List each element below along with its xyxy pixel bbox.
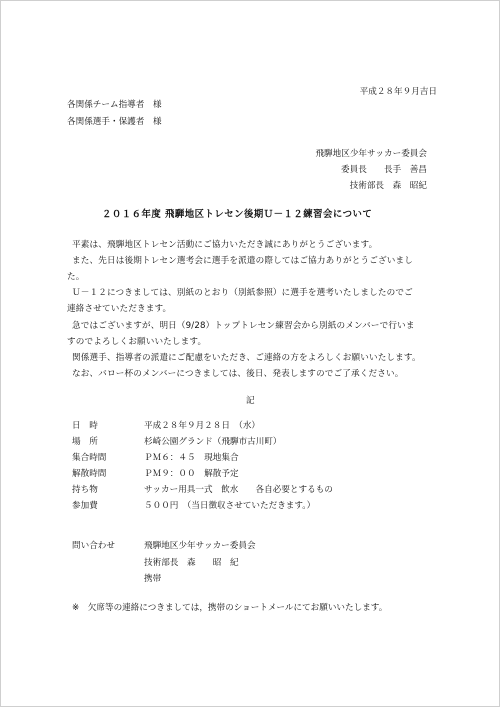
contact-org: 飛騨地区少年サッカー委員会: [144, 541, 256, 551]
sender-chair: 委員長 長手 善昌: [341, 165, 427, 175]
body-line: 連絡させていただきます。: [67, 304, 172, 314]
recipient-line: 各関係選手・保護者 様: [67, 117, 162, 127]
detail-label: 日 時: [72, 421, 98, 431]
detail-value: 平成２８年９月２８日 （水）: [144, 421, 261, 431]
document-title: ２０１６年度 飛騨地区トレセン後期Ｕ－１２練習会について: [102, 209, 373, 220]
body-line: Ｕ－１２につきましては、別紙のとおり（別紙参照）に選手を選考いたしましたのでご: [72, 288, 413, 298]
footnote: ※ 欠席等の連絡につきましては，携帯のショートメールにてお願いいたします。: [72, 603, 388, 613]
detail-label: 解散時間: [72, 469, 107, 479]
detail-label: 参加費: [72, 501, 98, 511]
detail-value: ＰＭ９：００ 解散予定: [144, 469, 239, 479]
contact-person: 技術部長 森 昭 紀: [144, 558, 239, 568]
sender-tech-director: 技術部長 森 昭紀: [349, 181, 427, 191]
detail-label: 場 所: [72, 437, 98, 447]
detail-value: 杉崎公園グランド（飛騨市古川町）: [144, 437, 282, 447]
contact-phone: 携帯: [144, 574, 162, 584]
detail-value: ＰＭ６：４５ 現地集合: [144, 453, 239, 463]
body-line: 急ではございますが、明日（9/28）トップトレセン練習会から別紙のメンバーで行いま: [72, 321, 415, 331]
body-line: なお、バロー杯のメンバーにつきましては、後日、発表しますのでご了承ください。: [72, 369, 404, 379]
body-line: た。: [67, 272, 85, 282]
sender-org: 飛騨地区少年サッカー委員会: [315, 149, 427, 159]
document-date: 平成２８年９月吉日: [359, 87, 437, 97]
contact-label: 問い合わせ: [72, 541, 115, 551]
body-line: 平素は、飛騨地区トレセン活動にご協力いただき誠にありがとうございます。: [72, 240, 378, 250]
detail-label: 集合時間: [72, 453, 107, 463]
recipient-line: 各関係チーム指導者 様: [67, 100, 162, 110]
ki-marker: 記: [246, 396, 255, 406]
body-line: すのでよろしくお願いいたします。: [67, 337, 207, 347]
detail-label: 持ち物: [72, 485, 98, 495]
body-line: 関係選手、指導者の派遣にご配慮をいただき、ご連絡の方をよろしくお願いいたします。: [72, 353, 421, 363]
detail-value: サッカー用具一式 飲水 各自必要とするもの: [144, 485, 333, 495]
detail-value: ５００円 （当日徴収させていただきます。）: [144, 501, 316, 511]
body-line: また、先日は後期トレセン選考会に選手を派遣の際してはご協力ありがとうございまし: [72, 256, 414, 266]
